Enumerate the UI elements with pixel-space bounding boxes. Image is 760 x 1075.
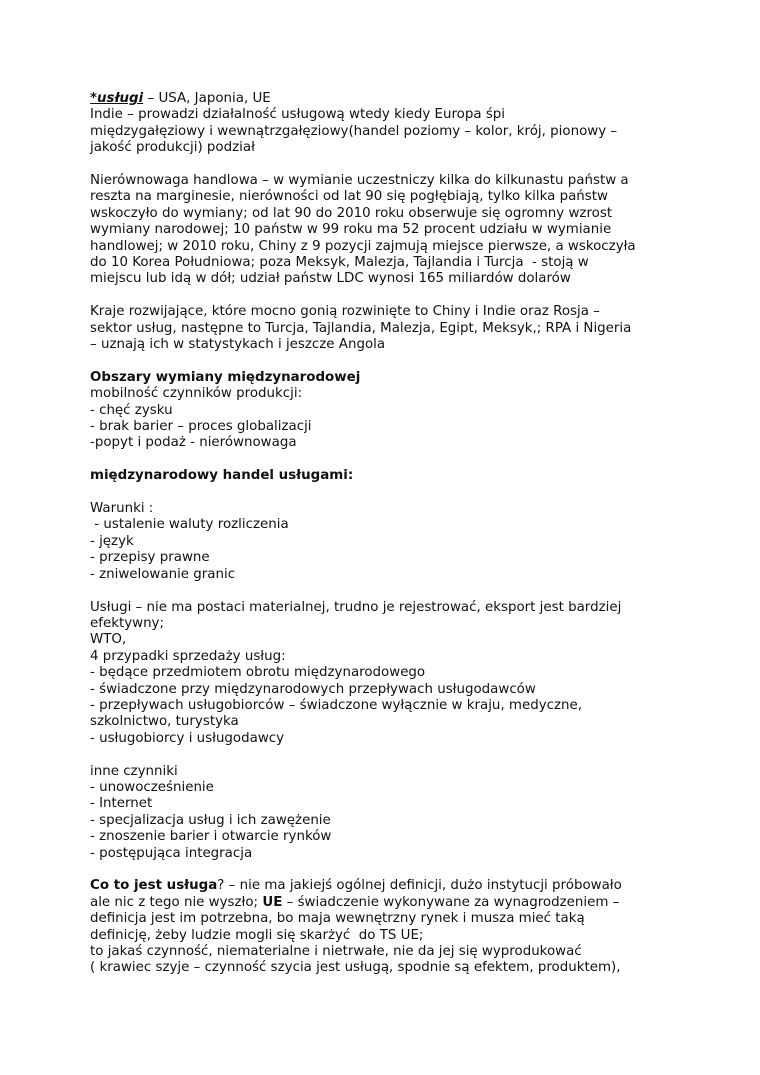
intro-line: Indie – prowadzi działalność usługową wtedy kiedy Europa śpi: [90, 107, 506, 123]
services-trade-heading: międzynarodowy handel usługami:: [90, 468, 354, 484]
imbalance-line: do 10 Korea Południowa; poza Meksyk, Malezja, Tajlandia i Turcja - stoją w: [90, 255, 589, 271]
spacer: [90, 452, 690, 468]
what-is-line: definicję, żeby ludzie mogli się skarżyć do TS UE;: [90, 927, 424, 943]
areas-line: - brak barier – proces globalizacji: [90, 419, 312, 435]
conditions-label: Warunki :: [90, 501, 154, 517]
services-def-line: - przepływach usługobiorców – świadczone wyłącznie w kraju, medyczne,: [90, 697, 583, 713]
what-is-line: to jakaś czynność, niematerialne i nietrwałe, nie da jej się wyprodukować: [90, 944, 582, 959]
services-def-line: - świadczone przy międzynarodowych przepływach usługodawców: [90, 681, 536, 697]
what-is-ue-pre: ale nic z tego nie wyszło;: [90, 894, 263, 910]
document-body: [90, 91, 690, 977]
services-def-line: Usługi – nie ma postaci materialnej, trudno je rejestrować, eksport jest bardziej: [90, 599, 622, 615]
services-heading-rest: – USA, Japonia, UE: [143, 91, 271, 106]
imbalance-line: miejscu lub idą w dół; udział państw LDC wynosi 165 miliardów dolarów: [90, 271, 571, 287]
other-factors-line: - unowocześnienie: [90, 779, 214, 795]
what-is-question-rest: ? – nie ma jakiejś ogólnej definicji, dużo instytucji próbowało: [217, 878, 622, 894]
spacer: [90, 157, 690, 173]
what-is-question-bold: Co to jest usługa: [90, 878, 218, 894]
services-def-line: 4 przypadki sprzedaży usług:: [90, 648, 286, 664]
intro-line: jakość produkcji) podział: [90, 140, 255, 156]
services-def-line: WTO,: [90, 632, 127, 648]
areas-heading: Obszary wymiany międzynarodowej: [90, 369, 361, 385]
other-factors-line: - postępująca integracja: [90, 845, 253, 861]
spacer: [90, 353, 690, 369]
imbalance-line: reszta na marginesie, nierówności od lat 90 się pogłębiają, tylko kilka państw: [90, 189, 608, 205]
imbalance-line: Nierównowaga handlowa – w wymianie uczestniczy kilka do kilkunastu państw a: [90, 173, 629, 189]
imbalance-line: wskoczyło do wymiany; od lat 90 do 2010 roku obserwuje się ogromny wzrost: [90, 205, 613, 221]
intro-heading-line: [90, 91, 690, 107]
services-def-line: efektywny;: [90, 615, 164, 631]
what-is-ue-line: [90, 895, 690, 911]
areas-line: mobilność czynników produkcji:: [90, 386, 303, 402]
imbalance-line: wymiany narodowej; 10 państw w 99 roku ma 52 procent udziału w wymianie: [90, 222, 612, 238]
condition-item: - język: [90, 533, 134, 549]
other-factors-line: - specjalizacja usług i ich zawężenie: [90, 812, 331, 828]
intro-line: międzygałęziowy i wewnątrzgałęziowy(handel poziomy – kolor, krój, pionowy –: [90, 123, 618, 139]
other-factors-line: - znoszenie barier i otwarcie rynków: [90, 829, 332, 845]
developing-line: Kraje rozwijające, które mocno gonią rozwinięte to Chiny i Indie oraz Rosja –: [90, 304, 600, 320]
areas-line: -popyt i podaż - nierównowaga: [90, 435, 297, 451]
what-is-question-line: [90, 878, 690, 894]
other-factors-line: inne czynniki: [90, 763, 178, 779]
services-def-line: - usługobiorcy i usługodawcy: [90, 730, 285, 746]
developing-line: sektor usług, następne to Turcja, Tajlandia, Malezja, Egipt, Meksyk,; RPA i Nigeria: [90, 320, 632, 336]
spacer: [90, 288, 690, 304]
condition-item: - przepisy prawne: [90, 550, 210, 566]
what-is-line: definicja jest im potrzebna, bo maja wewnętrzny rynek i musza mieć taką: [90, 911, 585, 927]
services-def-line: szkolnictwo, turystyka: [90, 714, 239, 730]
services-heading: *usługi: [90, 91, 144, 106]
spacer: [90, 583, 690, 599]
spacer: [90, 747, 690, 763]
condition-item: - ustalenie waluty rozliczenia: [90, 517, 289, 533]
what-is-ue-post: – świadczenie wykonywane za wynagrodzeniem –: [282, 894, 620, 910]
services-def-line: - będące przedmiotem obrotu międzynarodowego: [90, 665, 426, 681]
developing-line: – uznają ich w statystykach i jeszcze Angola: [90, 337, 386, 353]
what-is-ue-bold: UE: [262, 894, 283, 910]
spacer: [90, 485, 690, 501]
condition-item: - zniwelowanie granic: [90, 566, 236, 582]
spacer: [90, 862, 690, 878]
other-factors-line: - Internet: [90, 796, 153, 812]
areas-line: - chęć zysku: [90, 402, 173, 418]
what-is-line: ( krawiec szyje – czynność szycia jest usługą, spodnie są efektem, produktem),: [90, 960, 621, 976]
imbalance-line: handlowej; w 2010 roku, Chiny z 9 pozycji zajmują miejsce pierwsze, a wskoczyła: [90, 238, 636, 254]
